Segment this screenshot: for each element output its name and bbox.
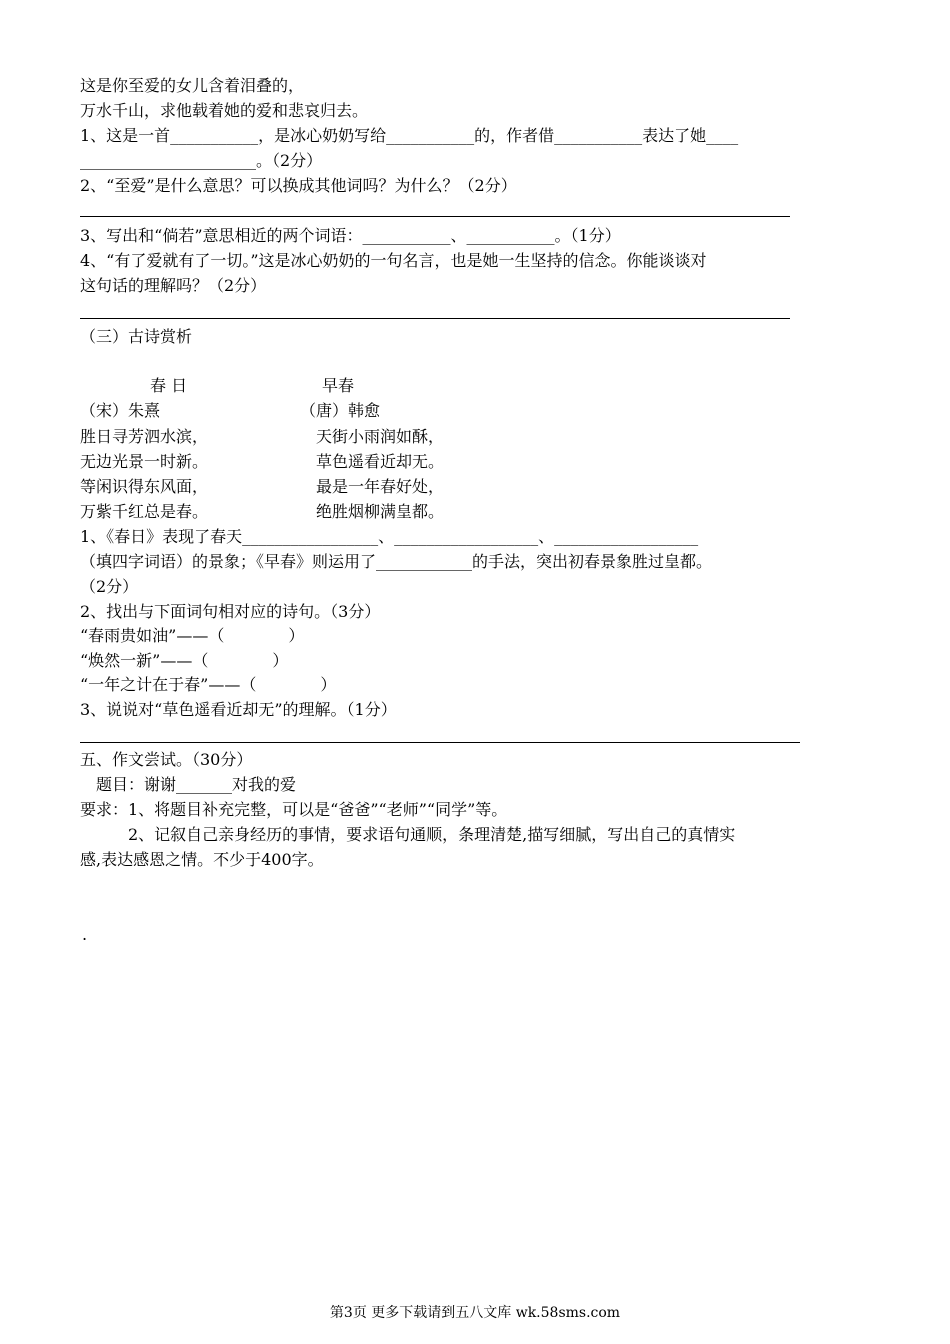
poem-1-line-1: 胜日寻芳泗水滨， (80, 427, 209, 446)
poem-1-author: （宋）朱熹 (80, 401, 161, 420)
essay-requirement-2-line-2: 感,表达感恩之情。不少于400字。 (80, 850, 324, 869)
poem-1-line-3: 等闲识得东风面， (80, 477, 209, 496)
question-2: 2、“至爱”是什么意思？可以换成其他词吗？为什么？（2分） (80, 176, 517, 195)
poem-1-line-2: 无边光景一时新。 (80, 452, 209, 471)
poem-question-1-line-3: （2分） (80, 577, 139, 596)
poem-2-line-2: 草色遥看近却无。 (316, 452, 445, 471)
poem-question-2-item-c: “一年之计在于春”——（ ） (80, 675, 337, 694)
poem-question-2: 2、找出与下面词句相对应的诗句。（3分） (80, 602, 381, 621)
poem-question-3: 3、说说对“草色遥看近却无”的理解。（1分） (80, 700, 397, 719)
question-4-line-1: 4、“有了爱就有了一切。”这是冰心奶奶的一句名言，也是她一生坚持的信念。你能谈谈对 (80, 251, 707, 270)
poem-question-2-item-b: “焕然一新”——（ ） (80, 651, 289, 670)
question-1-continued: ______________________。（2分） (80, 151, 323, 170)
answer-line-q2 (80, 216, 790, 217)
passage-line-1: 这是你至爱的女儿含着泪叠的， (80, 76, 305, 95)
poem-2-title: 早春 (322, 376, 355, 395)
question-4-line-2: 这句话的理解吗？（2分） (80, 276, 267, 295)
poem-question-1-line-1: 1、《春日》表现了春天_________________、__________________、__________________ (80, 527, 699, 546)
essay-requirement-2-line-1: 2、记叙自己亲身经历的事情，要求语句通顺，条理清楚,描写细腻，写出自己的真情实 (128, 825, 736, 844)
answer-line-q4 (80, 318, 790, 319)
poem-question-2-item-a: “春雨贵如油”——（ ） (80, 626, 305, 645)
poem-question-1-line-2: （填四字词语）的景象；《早春》则运用了____________的手法，突出初春景象胜过皇都。 (80, 552, 713, 571)
poem-1-title: 春 日 (150, 376, 188, 395)
question-3: 3、写出和“倘若”意思相近的两个词语：___________、___________。（1分） (80, 226, 621, 245)
essay-requirement-1: 要求：1、将题目补充完整，可以是“爸爸”“老师”“同学”等。 (80, 800, 508, 819)
poem-2-line-3: 最是一年春好处， (316, 477, 445, 496)
poem-1-line-4: 万紫千红总是春。 (80, 502, 209, 521)
passage-line-2: 万水千山，求他载着她的爱和悲哀归去。 (80, 101, 369, 120)
page-footer: 第3页 更多下载请到五八文库 wk.58sms.com (329, 1305, 621, 1321)
essay-topic: 题目：谢谢_______对我的爱 (96, 775, 297, 794)
stray-mark: . (82, 925, 88, 944)
answer-line-poem-q3 (80, 742, 800, 743)
poem-2-line-1: 天街小雨润如酥， (316, 427, 445, 446)
section-heading-poems: （三）古诗赏析 (80, 327, 193, 346)
poem-2-author: （唐）韩愈 (300, 401, 381, 420)
essay-heading: 五、作文尝试。（30分） (80, 750, 253, 769)
question-1: 1、这是一首___________，是冰心奶奶写给___________的，作者借___________表达了她____ (80, 126, 739, 145)
poem-2-line-4: 绝胜烟柳满皇都。 (316, 502, 445, 521)
